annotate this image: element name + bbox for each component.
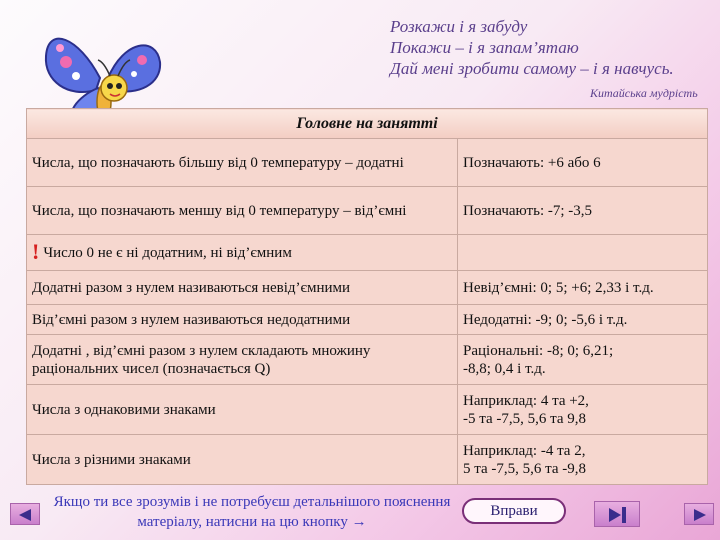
previous-slide-button[interactable] [10,503,40,525]
epigraph-line: Дай мені зробити самому – і я навчусь. [390,59,674,78]
table-row [27,271,708,305]
row-right-line: Наприклад: -4 та 2, [463,442,586,459]
row-right-line: -5 та -7,5, 5,6 та 9,8 [463,410,587,427]
row-left: Числа з різними знаками [27,435,458,485]
row-left [27,235,458,271]
epigraph [390,16,698,104]
row-right [458,335,708,385]
row-right-line: 5 та -7,5, 5,6 та -9,8 [463,460,587,477]
epigraph-line: Розкажи і я забуду [390,17,528,36]
row-right [458,435,708,485]
table-row [27,235,708,271]
last-slide-button[interactable] [594,501,640,527]
row-left: Від’ємні разом з нулем називаються недодатними [27,305,458,335]
epigraph-author: Китайська мудрість [589,86,698,100]
table-row [27,435,708,485]
row-left: Числа з однаковими знаками [27,385,458,435]
row-right [458,385,708,435]
table-heading: Головне на занятті [27,109,708,139]
row-right-line: Раціональні: -8; 0; 6,21; [463,342,614,359]
epigraph-line: Покажи – і я запам’ятаю [390,38,579,57]
row-right-line: -8,8; 0,4 і т.д. [463,360,546,377]
exercises-button[interactable]: Вправи [462,498,566,524]
table-row [27,305,708,335]
table-row [27,385,708,435]
row-left-text: Число 0 не є ні додатним, ні від’ємним [43,245,292,261]
row-right-line: Наприклад: 4 та +2, [463,392,589,409]
warning-mark: ! [32,239,40,264]
table-row [27,335,708,385]
row-left: Додатні разом з нулем називаються невід’ємними [27,271,458,305]
end-bar-icon [622,507,626,523]
row-right: Позначають: +6 або 6 [458,139,708,187]
table-row [27,139,708,187]
row-left: Числа, що позначають більшу від 0 температуру – додатні [27,139,458,187]
row-left: Додатні , від’ємні разом з нулем складають множину раціональних чисел (позначається Q) [27,335,458,385]
next-slide-button[interactable] [684,503,714,525]
hint-text: Якщо ти все зрозумів і не потребуєш детальнішого пояснення матеріалу, натисни на цю кнопку → [53,494,451,530]
row-right [458,235,708,271]
play-end-icon [609,508,621,522]
summary-table [26,108,708,485]
row-right: Недодатні: -9; 0; -5,6 і т.д. [458,305,708,335]
row-right: Невід’ємні: 0; 5; +6; 2,33 і т.д. [458,271,708,305]
row-right: Позначають: -7; -3,5 [458,187,708,235]
row-left: Числа, що позначають меншу від 0 температуру – від’ємні [27,187,458,235]
table-row [27,187,708,235]
